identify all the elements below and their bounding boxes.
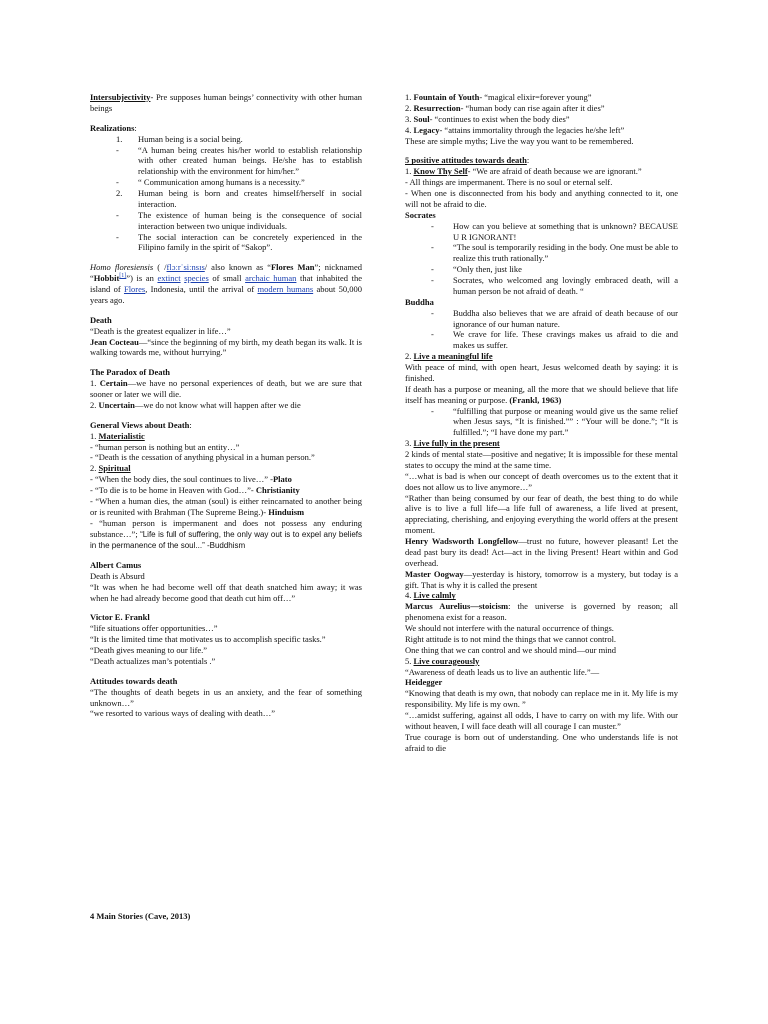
left-column — [90, 92, 362, 719]
hobbit-term: Hobbit — [93, 273, 120, 284]
stories-list — [405, 92, 678, 136]
death-quote: “Death is the greatest equalizer in life…” — [90, 325, 231, 336]
homo-after-flores: ”; nicknamed “ — [90, 262, 362, 284]
story-text: - “magical elixir=forever young” — [479, 92, 592, 102]
live-present-num: 3. — [405, 438, 414, 449]
story-item — [405, 125, 678, 136]
plato-line — [90, 474, 362, 485]
frankl-line: “It is the limited time that motivates us to accomplish specific tasks.” — [90, 634, 326, 645]
live-calmly-text: Right attitude is to not mind the things that we cannot control. — [405, 633, 617, 644]
list-marker: 1. — [116, 133, 123, 144]
buddhism-text-2: “Life is full of suffering, the only way out is to expel any beliefs in the permanence of the soul...” -Buddhism — [90, 529, 362, 550]
species-link[interactable]: species — [184, 273, 209, 284]
story-item — [405, 114, 678, 125]
attitudes-line: “The thoughts of death begets in us an anxiety, and the fear of something unknown…” — [90, 686, 362, 708]
spiritual-heading — [90, 463, 362, 474]
paradox-item-2-num: 2. — [90, 399, 99, 410]
live-calmly-text: One thing that we can control and we should mind—our mind — [405, 644, 617, 655]
marcus-name: Marcus Aurelius—stoicism — [405, 601, 509, 612]
materialistic-line: - “Death is the cessation of anything physical in a human person.” — [90, 452, 315, 463]
stories-note: These are simple myths; Live the way you want to be remembered. — [405, 135, 634, 146]
positive-heading — [405, 155, 678, 166]
realizations-list — [90, 134, 362, 254]
positive-heading-text: 5 positive attitudes towards death — [405, 155, 527, 166]
buddha-heading: Buddha — [405, 296, 434, 307]
homo-after-hobbit: ”) is an — [126, 273, 158, 284]
story-text: - “attains immortality through the legacies he/she left” — [439, 124, 625, 135]
paradox-item-2 — [90, 400, 362, 411]
socrates-item — [405, 264, 678, 275]
christianity-text: - “To die is to be home in Heaven with God…”- — [90, 485, 256, 495]
story-term: Legacy — [413, 124, 440, 135]
heidegger-name: Heidegger — [405, 677, 443, 688]
spiritual-term: Spiritual — [98, 463, 131, 474]
christianity-line — [90, 485, 362, 496]
oogway-line — [405, 569, 678, 591]
realizations-heading-text: Realizations — [90, 122, 135, 133]
meaning-item — [405, 406, 678, 439]
intersubjectivity-definition: - Pre supposes human beings’ connectivity with other human beings — [90, 92, 362, 113]
christianity-name: Christianity — [255, 485, 300, 495]
ipa-link[interactable]: flɔːrˈsiːnsɪs — [166, 262, 205, 273]
story-item — [405, 92, 678, 103]
realization-item — [90, 210, 362, 232]
homo-tail: about 50,000 years ago. — [90, 284, 363, 305]
meaningful-life-num: 2. — [405, 351, 414, 362]
know-thyself-line: - All things are impermanent. There is no soul or eternal self. — [405, 177, 613, 188]
list-text: We crave for life. These cravings makes us afraid to die and makes us suffer. — [453, 329, 678, 351]
socrates-heading: Socrates — [405, 209, 436, 220]
meaningful-life-list — [405, 406, 678, 439]
live-courageously-term: Live courageously — [413, 655, 480, 666]
attitudes-heading: Attitudes towards death — [90, 675, 178, 686]
frankl-citation: (Frankl, 1963) — [509, 394, 562, 405]
meaningful-life-text: With peace of mind, with open heart, Jesus welcomed death by saying: it is finished. — [405, 362, 678, 383]
story-item — [405, 103, 678, 114]
list-marker: - — [431, 220, 434, 231]
list-marker: - — [431, 275, 434, 285]
paradox-item-2-text: —we do not know what will happen after we die — [134, 399, 301, 410]
buddha-item — [405, 308, 678, 330]
know-thyself-line — [405, 166, 678, 177]
live-calmly-text: We should not interfere with the natural occurrence of things. — [405, 623, 614, 633]
materialistic-line: - “human person is nothing but an entity…” — [90, 441, 240, 452]
socrates-item — [405, 275, 678, 297]
materialistic-heading — [90, 431, 362, 442]
materialistic-num: 1. — [90, 430, 99, 441]
homo-floresiensis-name: Homo floresiensis — [90, 262, 154, 273]
frankl-line: “Death actualizes man’s potentials .” — [90, 655, 216, 666]
paradox-item-1-num: 1. — [90, 378, 100, 389]
cocteau-paragraph — [90, 337, 362, 359]
paradox-item-1 — [90, 378, 362, 400]
buddhism-line — [90, 518, 362, 551]
paradox-heading: The Paradox of Death — [90, 367, 171, 378]
story-term: Resurrection — [413, 102, 461, 113]
know-thyself-line: - When one is disconnected from his body and anything connected to it, one will not be afraid to die. — [405, 188, 678, 209]
list-text: “ Communication among humans is a necessity.” — [138, 177, 305, 188]
homo-floresiensis-paragraph — [90, 262, 362, 306]
reference-link[interactable]: [1] — [119, 273, 127, 280]
attitudes-line: “we resorted to various ways of dealing with death…” — [90, 708, 276, 719]
camus-line: Death is Absurd — [90, 570, 145, 581]
meaningful-life-term: Live a meaningful life — [413, 351, 493, 362]
list-text: Human being is a social being. — [138, 133, 243, 144]
realization-item — [90, 188, 362, 210]
list-marker: - — [116, 209, 119, 220]
right-column — [405, 92, 678, 754]
list-text: The social interaction can be concretely experienced in the Filipino family in the spirit of “Sakop”. — [138, 231, 362, 253]
courage-text: “…amidst suffering, against all odds, I have to carry on with my life. With our without heaven, I will face death will all courage I can muster.” — [405, 710, 678, 731]
frankl-line: “life situations offer opportunities…” — [90, 623, 218, 634]
authentic-life-quote: “Awareness of death leads us to live an authentic life.”— — [405, 666, 600, 677]
general-views-heading — [90, 420, 362, 431]
modern-humans-link[interactable]: modern humans — [257, 284, 314, 294]
camus-quote: “It was when he had become well off that death snatched him away; it was when he had already become good that death cut him off…” — [90, 581, 362, 603]
marcus-text: : the universe is governed by reason; all phenomena exist for a reason. — [405, 601, 678, 623]
list-marker: - — [116, 144, 119, 155]
realization-item — [90, 145, 362, 178]
list-text: Human being is born and creates himself/herself in social interaction. — [138, 188, 362, 209]
socrates-item — [405, 242, 678, 264]
paradox-item-1-term: Certain — [99, 378, 128, 389]
list-text: “The soul is temporarily residing in the body. One must be able to realize this truth rationally.” — [453, 242, 678, 264]
live-courageously-num: 5. — [405, 655, 414, 666]
buddhism-text-1: - “human person is impermanent and does not possess any enduring substance…”; — [90, 517, 362, 539]
oogway-name: Master Oogway — [405, 568, 464, 579]
homo-indonesia: , Indonesia, until the arrival of — [145, 284, 258, 294]
frankl-line: “Death gives meaning to our life.” — [90, 645, 208, 656]
realizations-heading — [90, 123, 362, 134]
live-present-line — [405, 438, 678, 449]
extinct-link[interactable]: extinct — [157, 273, 181, 284]
paradox-item-2-term: Uncertain — [98, 399, 135, 410]
intersubjectivity-paragraph — [90, 92, 362, 114]
frankl-meaning-line — [405, 384, 678, 406]
list-text: Buddha also believes that we are afraid of death because of our ignorance of our human nature. — [453, 307, 678, 329]
realization-item — [90, 232, 362, 254]
longfellow-line — [405, 536, 678, 569]
list-marker: - — [116, 177, 119, 188]
realization-item — [90, 134, 362, 145]
courage-text: “Knowing that death is my own, that nobody can replace me in it. My life is my responsibility. My life is my own. ” — [405, 688, 678, 710]
courage-text: True courage is born out of understanding. One who understands life is not afraid to die — [405, 731, 678, 753]
hinduism-text: - “When a human dies, the atman (soul) is either reincarnated to another being or is reunited with Brahman (The Supreme Being.)- — [90, 495, 362, 517]
plato-text: - “When the body dies, the soul continues to live…” - — [90, 474, 273, 485]
live-calmly-term: Live calmly — [413, 590, 456, 601]
longfellow-text: —trust no future, however pleasant! Let the dead past bury its dead! Act—act in the living Present! Heart within and God overhead. — [405, 536, 678, 568]
buddha-list — [405, 308, 678, 352]
list-text: “Only then, just like — [453, 264, 522, 275]
positive-heading-suffix: : — [526, 155, 530, 166]
live-present-text: “Rather than being consumed by our fear of death, the best thing to do while alive is to live a full life—a life full of awareness, a life lived at present, appreciating, cherishing, and enjoying everything the world offers at the present moment. — [405, 492, 678, 536]
live-present-term: Live fully in the present — [413, 438, 500, 449]
spiritual-num: 2. — [90, 463, 99, 474]
hinduism-line — [90, 496, 362, 518]
cocteau-name: Jean Cocteau — [90, 336, 139, 347]
buddha-item — [405, 329, 678, 351]
socrates-list — [405, 221, 678, 297]
plato-name: Plato — [272, 474, 292, 485]
hinduism-name: Hinduism — [268, 506, 305, 517]
list-text: “fulfilling that purpose or meaning would give us the same relief when Jesus says, “It is finished.”” : “Your will be done.”; “It is fulfilled.”; “I have done my part.” — [453, 405, 678, 438]
meaningful-life-line — [405, 351, 678, 362]
homo-of-small: of small — [208, 273, 246, 284]
list-marker: - — [431, 242, 434, 253]
longfellow-name: Henry Wadsworth Longfellow — [405, 536, 519, 546]
frankl-heading: Victor E. Frankl — [90, 612, 150, 623]
live-present-text: 2 kinds of mental state—positive and negative; It is impossible for these mental states to occupy the mind at the same time. — [405, 449, 678, 470]
know-thyself-text: - “We are afraid of death because we are ignorant.” — [467, 166, 642, 177]
main-stories-heading: 4 Main Stories (Cave, 2013) — [90, 911, 191, 921]
live-courageously-line — [405, 656, 678, 667]
list-marker: - — [431, 307, 434, 318]
list-marker: 2. — [116, 188, 123, 198]
realization-item — [90, 177, 362, 188]
list-text: The existence of human being is the consequence of social interaction between two unique individuals. — [138, 209, 362, 231]
homo-open-paren: ( / — [153, 262, 167, 273]
list-text: “A human being creates his/her world to establish relationship with other created human beings. He/she has to establish relationship with the environment for him/her.” — [138, 144, 362, 177]
story-term: Fountain of Youth — [413, 92, 480, 102]
story-text: - “continues to exist when the body dies” — [429, 113, 570, 124]
homo-inhabited: that inhabited the island of — [90, 273, 363, 294]
oogway-text: —yesterday is history, tomorrow is a mystery, but today is a gift. That is why it is called the present — [405, 568, 678, 590]
list-text: Socrates, who welcomed ang lovingly embraced death, will a human person be not afraid of death. “ — [453, 275, 678, 296]
archaic-human-link[interactable]: archaic human — [245, 273, 297, 284]
general-views-heading-text: General Views about Death — [90, 419, 190, 430]
flores-man-term: Flores Man — [270, 262, 315, 273]
live-calmly-line — [405, 590, 678, 601]
know-thyself-num: 1. — [405, 166, 414, 177]
story-num: 4. — [405, 124, 414, 135]
flores-link[interactable]: Flores — [123, 284, 146, 294]
socrates-item — [405, 221, 678, 243]
story-num: 1. — [405, 92, 414, 102]
story-num: 3. — [405, 113, 414, 124]
camus-heading: Albert Camus — [90, 559, 142, 570]
know-thyself-term: Know Thy Self — [413, 166, 468, 177]
materialistic-term: Materialistic — [98, 430, 145, 441]
paradox-item-1-text: —we have no personal experiences of death, but we are sure that sooner or later we will die. — [90, 378, 362, 399]
list-marker: - — [116, 231, 119, 242]
realizations-heading-suffix: : — [134, 122, 137, 133]
intersubjectivity-term: Intersubjectivity — [90, 92, 151, 102]
list-marker: - — [431, 405, 434, 416]
list-marker: - — [431, 329, 434, 340]
live-calmly-num: 4. — [405, 590, 414, 601]
frankl-meaning-text: If death has a purpose or meaning, all the more that we should believe that life itself has meaning or purpose. — [405, 383, 678, 405]
marcus-line — [405, 601, 678, 623]
story-term: Soul — [413, 113, 430, 124]
story-num: 2. — [405, 102, 414, 113]
live-present-text: “…what is bad is when our concept of death overcomes us to the extent that it does not allow us to live anymore…” — [405, 470, 678, 492]
list-marker: - — [431, 264, 434, 275]
cocteau-text: —“since the beginning of my birth, my death began its walk. It is walking towards me, without hurrying.” — [90, 336, 362, 358]
general-views-heading-suffix: : — [189, 419, 192, 430]
story-text: - “human body can rise again after it dies” — [460, 102, 605, 113]
list-text: How can you believe at something that is unknown? BECAUSE U R IGNORANT! — [453, 220, 678, 242]
homo-after-ipa: / also known as “ — [204, 262, 271, 273]
death-heading: Death — [90, 314, 112, 325]
